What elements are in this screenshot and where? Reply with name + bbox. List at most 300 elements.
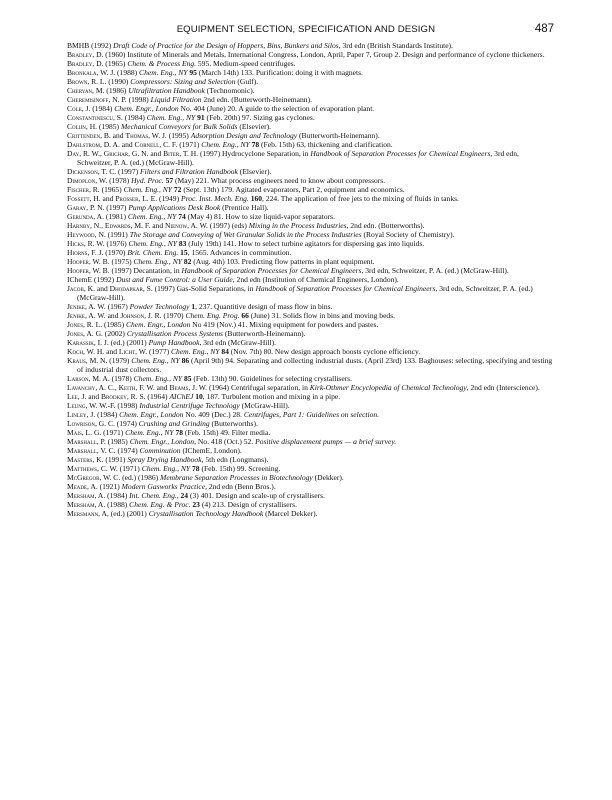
reference-text: Jenike <box>67 302 85 311</box>
reference-entry <box>67 113 554 122</box>
reference-text: , B. and <box>100 131 126 140</box>
reference-text: Dimoplon <box>67 176 96 185</box>
reference-text: Dhodapkar <box>109 284 143 293</box>
reference-text: Chem. Eng., NY <box>201 140 250 149</box>
reference-text: 74 <box>178 212 186 221</box>
reference-text: , A. (1988) <box>94 500 130 509</box>
reference-text: Gerunda <box>67 212 94 221</box>
reference-text: 84 <box>221 347 229 356</box>
reference-text: , W. C. (ed.) (1986) <box>99 473 161 482</box>
reference-text: Hooper <box>67 266 89 275</box>
reference-entry <box>67 104 554 113</box>
reference-text: , D. (1960) Institute of Minerals and Metals, International Congress, London, April, Paper 7, Group 2. Design and performance of cyclone thickeners. <box>92 50 545 59</box>
reference-text: Chem. Engr., London <box>119 410 184 419</box>
reference-text: , 224. The application of free jets to the mixing of fluids in tanks. <box>262 194 459 203</box>
reference-text: (Gulf). <box>235 77 259 86</box>
reference-text: IChemE <box>67 275 93 284</box>
reference-text: (Elsevier). <box>237 167 272 176</box>
reference-text: (Feb. 15th) 49. Filter media. <box>183 428 271 437</box>
reference-text: (April 9th) 94. Separating and collecting industrial dusts. (April 23rd) 133. Baghouses: selecting, specifying and testing of industrial dust collectors. <box>77 356 553 374</box>
reference-entry <box>67 491 554 500</box>
reference-text: Linley <box>67 410 87 419</box>
reference-entry <box>67 176 554 185</box>
reference-text: Pump Applications Desk Book <box>128 203 221 212</box>
reference-text: (Butterworth-Heinemann). <box>297 131 380 140</box>
reference-text: Crystallisation Technology Handbook <box>148 509 264 518</box>
reference-text: (June) 31. Solids flow in bins and moving beds. <box>248 311 396 320</box>
reference-text: (McGraw-Hill). <box>239 401 290 410</box>
reference-text: Adsorption Design and Technology <box>190 131 298 140</box>
reference-entry <box>67 311 554 320</box>
reference-text: , 2nd edn (Benn Bros.). <box>205 482 276 491</box>
reference-text: , R. W. (1976) <box>83 239 129 248</box>
reference-text: Crushing and Grinding <box>138 419 210 428</box>
reference-text: , A. (1921) <box>87 482 122 491</box>
reference-text: Chem. Eng., NY <box>128 239 177 248</box>
reference-text: Kirk-Othmer Encyclopedia of Chemical Technology <box>309 383 467 392</box>
reference-text: Spray Drying Handbook <box>127 455 202 464</box>
reference-text: 72 <box>173 185 182 194</box>
reference-text: Int. Chem. Eng. <box>129 491 177 500</box>
reference-text: (Butterworths). <box>209 419 258 428</box>
reference-text: , W. (1977) <box>135 347 172 356</box>
reference-text: , W. B. (1975) <box>88 257 134 266</box>
reference-text: (Royal Society of Chemistry). <box>361 230 455 239</box>
reference-entry <box>67 419 554 428</box>
reference-text: 78 <box>251 140 260 149</box>
reference-text: , M. F. and <box>130 221 165 230</box>
reference-entry <box>67 455 554 464</box>
reference-text: Handbook of Separation Processes for Chemical Engineers <box>310 149 491 158</box>
reference-text: Chem. Eng., NY <box>171 347 220 356</box>
reference-text: Comminution <box>139 446 181 455</box>
reference-entry <box>67 212 554 221</box>
reference-entry <box>67 167 554 176</box>
reference-text: , J. R. (1970) <box>144 311 186 320</box>
reference-text: , J. (1984) <box>81 104 115 113</box>
reference-text: Marshall <box>67 437 97 446</box>
reference-text: 1 <box>191 302 196 311</box>
reference-list <box>67 41 554 518</box>
reference-text: (Feb. 13th) 90. Guidelines for selecting crystallisers. <box>191 374 353 383</box>
reference-text: , N. P. (1998) <box>108 95 151 104</box>
reference-text: Positive displacement pumps — a brief survey. <box>255 437 397 446</box>
reference-text: Chem. Engr., London <box>114 104 179 113</box>
reference-text: , 3rd edn (McGraw-Hill). <box>199 338 276 347</box>
reference-text: , 1565. Advances in comminution. <box>187 248 292 257</box>
reference-text: Industrial Centrifuge Technology <box>139 401 240 410</box>
reference-text: (Prentice Hall). <box>220 203 269 212</box>
reference-text: Chem. Eng. Prog. <box>185 311 240 320</box>
reference-text: , L. G. (1971) <box>81 428 126 437</box>
reference-text: Crystallisation Process Systems <box>126 329 223 338</box>
reference-entry <box>67 140 554 149</box>
reference-text: , N. (1991) <box>94 230 130 239</box>
reference-text: 23 <box>192 500 200 509</box>
reference-entry <box>67 86 554 95</box>
reference-text: , D. (1965) <box>92 59 128 68</box>
reference-text: , W. J. (1988) <box>96 68 140 77</box>
reference-text: Matthews <box>67 464 98 473</box>
reference-text: (1992) <box>92 275 117 284</box>
reference-text: 85 <box>183 374 192 383</box>
reference-entry <box>67 410 554 419</box>
reference-entry <box>67 500 554 509</box>
reference-entry <box>67 50 554 59</box>
reference-text: 91 <box>197 113 205 122</box>
reference-text: Koch <box>67 347 84 356</box>
reference-text: Handbook of Separation Processes for Chemical Engineers <box>181 266 362 275</box>
reference-text: , <box>176 491 181 500</box>
reference-entry <box>67 356 554 374</box>
page-number: 487 <box>534 23 554 35</box>
reference-text: , R. W., <box>79 149 104 158</box>
reference-text: Brit. Chem. Eng. <box>127 248 179 257</box>
reference-text: Jacob <box>67 284 84 293</box>
reference-entry <box>67 203 554 212</box>
reference-text: , A. C., <box>95 383 119 392</box>
reference-text: , R. (1965) <box>88 185 124 194</box>
reference-text: BMHB <box>67 41 90 50</box>
reference-text: 83 <box>178 239 187 248</box>
reference-text: Chem. Engr., London <box>125 320 191 329</box>
reference-text: Filters and Filtration Handbook <box>140 167 238 176</box>
reference-text: Chem. Eng., NY <box>125 428 174 437</box>
reference-text: Proc. Inst. Mech. Eng. <box>180 194 249 203</box>
reference-text: Compressors: Sizing and Selection <box>130 77 236 86</box>
reference-text: Membrane Separation Processes in Biotechnology <box>160 473 313 482</box>
reference-text: , 2nd edn (Institution of Chemical Engineers, London). <box>232 275 399 284</box>
reference-entry <box>67 302 554 311</box>
reference-text: (Butterworth-Heinemann). <box>222 329 306 338</box>
reference-text: (Technomonic). <box>204 86 255 95</box>
reference-text: Hiorns <box>67 248 88 257</box>
reference-entry <box>67 374 554 383</box>
reference-text: Dickenson <box>67 167 98 176</box>
reference-text: , F. J. (1970) <box>87 248 128 257</box>
reference-text: No. 409 (Dec.) 28. <box>183 410 244 419</box>
reference-text: (Aug. 4th) 103. Predicting flow patterns in plant equipment. <box>191 257 375 266</box>
reference-text: , P. (1985) <box>96 437 130 446</box>
reference-entry <box>67 437 554 446</box>
reference-text: 24 <box>180 491 189 500</box>
reference-text: Cheryan <box>67 86 93 95</box>
reference-text: Jones <box>67 320 83 329</box>
reference-text: Bradley <box>67 50 93 59</box>
reference-text: , M. N. (1979) <box>85 356 132 365</box>
reference-text: Lee <box>67 392 78 401</box>
reference-entry <box>67 131 554 140</box>
reference-text: (Feb. 15th) 63, thickening and clarification. <box>259 140 393 149</box>
reference-text: Masters <box>67 455 93 464</box>
reference-text: 15 <box>180 248 188 257</box>
reference-text: Nienow <box>165 221 188 230</box>
reference-text: Kraus <box>67 356 86 365</box>
reference-text: Jenike <box>67 311 85 320</box>
reference-text: Brodkey <box>101 392 127 401</box>
reference-text: , F. W. and <box>135 383 170 392</box>
reference-text: Colijn <box>67 122 86 131</box>
reference-text: Licht <box>118 347 136 356</box>
reference-entry <box>67 509 554 518</box>
reference-text: , W. J. (1995) <box>148 131 191 140</box>
reference-text: Edwards <box>104 221 131 230</box>
reference-entry <box>67 320 554 329</box>
reference-text: Chem. & Process Eng. <box>127 59 197 68</box>
reference-text: Bronkala <box>67 68 97 77</box>
reference-text: , J. W. (1964) Centrifugal separation, in <box>188 383 310 392</box>
reference-text: , C. F. (1971) <box>159 140 202 149</box>
running-header <box>67 23 554 35</box>
reference-text: Mechanical Conveyors for Bulk Solids <box>120 122 238 131</box>
reference-text: (May) 221. What process engineers need to know about compressors. <box>173 176 386 185</box>
reference-entry <box>67 194 554 203</box>
reference-text: Handbook of Separation Processes for Chemical Engineers <box>255 284 436 293</box>
reference-text: , A. (1981) <box>93 212 128 221</box>
reference-text: , T. C. (1997) <box>97 167 141 176</box>
reference-text: , 237. Quantitive design of mass flow in bins. <box>195 302 333 311</box>
reference-text: Lowrison <box>67 419 95 428</box>
reference-text: 78 <box>192 464 200 473</box>
reference-text: , K. and <box>83 284 110 293</box>
reference-text: Cheremisinoff <box>67 95 109 104</box>
reference-text: Chem. Eng., NY <box>127 212 177 221</box>
reference-text: (Dekker). <box>312 473 344 482</box>
reference-text: , 3rd edn, Schweitzer, P. A. (ed.) (McGraw-Hill). <box>361 266 509 275</box>
reference-text: , R. L. (1985) <box>83 320 126 329</box>
reference-entry <box>67 257 554 266</box>
reference-entry <box>67 446 554 455</box>
reference-entry <box>67 464 554 473</box>
reference-text: , 2nd edn. (Butterworths). <box>346 221 425 230</box>
reference-text: (Sept. 13th) 179. Agitated evaporators, Part 2, equipment and economics. <box>181 185 405 194</box>
reference-text: Hooper <box>67 257 89 266</box>
reference-text: Harnby <box>67 221 90 230</box>
reference-entry <box>67 41 554 50</box>
reference-entry <box>67 473 554 482</box>
reference-text: 160 <box>250 194 263 203</box>
reference-entry <box>67 122 554 131</box>
reference-text: Dust and Fume Control: a User Guide <box>116 275 233 284</box>
reference-text: No 419 (Nov.) 41. Mixing equipment for powders and pastes. <box>190 320 379 329</box>
reference-text: 2nd edn. (Butterworth-Heinemann). <box>201 95 312 104</box>
reference-text: (Feb. 20th) 97. Sizing gas cyclones. <box>204 113 315 122</box>
reference-entry <box>67 266 554 275</box>
reference-text: Meade <box>67 482 88 491</box>
reference-text: 10 <box>195 392 203 401</box>
reference-text: , A, (ed.) (2001) <box>98 509 149 518</box>
reference-text: , A. W. and <box>84 311 121 320</box>
reference-entry <box>67 77 554 86</box>
reference-text: , 187. Turbulent motion and mixing in a pipe. <box>202 392 341 401</box>
reference-text: Crittenden <box>67 131 101 140</box>
reference-text: , D. A. and <box>99 140 135 149</box>
reference-text: (May 4) 81. How to size liquid-vapor separators. <box>185 212 335 221</box>
reference-text: , J. (1984) <box>86 410 120 419</box>
running-title: EQUIPMENT SELECTION, SPECIFICATION AND DESIGN <box>176 24 436 35</box>
reference-text: AIChEJ <box>169 392 194 401</box>
reference-text: Keith <box>118 383 136 392</box>
reference-text: Garay <box>67 203 87 212</box>
reference-text: (4) 213. Design of crystallisers. <box>199 500 297 509</box>
reference-text: Karassik <box>67 338 94 347</box>
reference-text: , A. G. (2002) <box>83 329 127 338</box>
reference-text: Cole <box>67 104 82 113</box>
reference-text: Fossett <box>67 194 90 203</box>
reference-text: Thomas <box>125 131 149 140</box>
reference-text: , V. C. (1974) <box>96 446 140 455</box>
reference-text: Mixing in the Process Industries <box>248 221 347 230</box>
reference-text: , A. W. (1997) (eds) <box>187 221 249 230</box>
reference-entry <box>67 338 554 347</box>
reference-text: Chem. Eng. & Proc. <box>129 500 191 509</box>
reference-text: Fischer <box>67 185 89 194</box>
reference-text: , W. W.-F. (1998) <box>85 401 140 410</box>
reference-text: , T. H. (1997) Hydrocyclone Separation, in <box>179 149 311 158</box>
reference-entry <box>67 230 554 239</box>
reference-entry <box>67 149 554 167</box>
reference-text: , No. 418 (Oct.) 52. <box>194 437 256 446</box>
reference-text: Hicks <box>67 239 84 248</box>
reference-text: , N., <box>89 221 105 230</box>
reference-text: Lavanchy <box>67 383 96 392</box>
reference-entry <box>67 248 554 257</box>
reference-text: , 3rd edn (British Standards Institute). <box>338 41 453 50</box>
reference-text: Chem. Eng., NY <box>131 356 180 365</box>
reference-entry <box>67 482 554 491</box>
reference-text: (IChemE, London). <box>180 446 242 455</box>
reference-text: , H. and <box>89 194 116 203</box>
reference-text: Bradley <box>67 59 93 68</box>
reference-text: Johnson <box>120 311 145 320</box>
reference-text: , A. W. (1967) <box>84 302 130 311</box>
reference-text: Dahlstrom <box>67 140 100 149</box>
reference-text: Marshall <box>67 446 97 455</box>
reference-text: The Storage and Conveying of Wet Granular Solids in the Process Industries <box>129 230 362 239</box>
reference-text: , S. (1997) Gas-Solid Separations, in <box>142 284 256 293</box>
reference-text: Mersmann <box>67 509 99 518</box>
reference-entry <box>67 392 554 401</box>
reference-text: , C. W. (1971) <box>97 464 142 473</box>
reference-text: , K. (1991) <box>92 455 128 464</box>
reference-text: Day <box>67 149 80 158</box>
reference-text: Chem. Eng., NY <box>133 374 183 383</box>
reference-text: 595. Medium-speed centrifuges. <box>196 59 296 68</box>
reference-text: , J. and <box>77 392 101 401</box>
reference-text: 82 <box>183 257 192 266</box>
reference-text: Pump Handbook <box>148 338 200 347</box>
reference-text: (Marcel Dekker). <box>263 509 318 518</box>
reference-text: Brown <box>67 77 88 86</box>
reference-text: Grichar <box>103 149 129 158</box>
reference-text: Centrifuges, Part 1: Guidelines on selection. <box>243 410 380 419</box>
reference-entry <box>67 221 554 230</box>
reference-text: (Elsevier). <box>237 122 272 131</box>
reference-text: , R. L. (1990) <box>87 77 131 86</box>
reference-text: Mersham <box>67 500 95 509</box>
reference-text: , G. N. and <box>128 149 164 158</box>
reference-text: Mais <box>67 428 82 437</box>
reference-text: Hyd. Proc. <box>131 176 164 185</box>
reference-text: Beams <box>169 383 189 392</box>
reference-text: , R. S. (1964) <box>126 392 170 401</box>
reference-text: Powder Technology <box>129 302 190 311</box>
reference-text: , M. A. (1978) <box>88 374 134 383</box>
reference-text: Chem. Eng., NY <box>141 464 191 473</box>
reference-entry <box>67 275 554 284</box>
reference-text: , 2nd edn (Interscience). <box>466 383 540 392</box>
reference-text: 66 <box>241 311 249 320</box>
reference-entry <box>67 95 554 104</box>
reference-text: McGregor <box>67 473 100 482</box>
reference-text: 86 <box>181 356 190 365</box>
reference-text: 57 <box>165 176 174 185</box>
reference-text: Draft Code of Practice for the Design of Hoppers, Bins, Bunkers and Silos <box>113 41 339 50</box>
reference-text: Mersham <box>67 491 95 500</box>
reference-entry <box>67 68 554 77</box>
reference-text: , 3rd edn, Schweitzer, P. A. (ed.) (McGraw-Hill). <box>77 284 533 302</box>
reference-text: Modern Gasworks Practice <box>121 482 206 491</box>
reference-entry <box>67 59 554 68</box>
reference-text: (Nov. 7th) 80. New design approach boosts cyclone efficiency. <box>228 347 421 356</box>
reference-text: Liquid Filtration <box>150 95 202 104</box>
reference-entry <box>67 329 554 338</box>
reference-text: , L. E. (1949) <box>138 194 181 203</box>
reference-text: Constantinescu <box>67 113 114 122</box>
reference-text: , W. B. (1997) Decantation, in <box>88 266 182 275</box>
reference-entry <box>67 239 554 248</box>
reference-entry <box>67 428 554 437</box>
reference-text: Chem. Eng., NY <box>123 185 173 194</box>
reference-entry <box>67 347 554 356</box>
reference-text: , M. (1986) <box>92 86 129 95</box>
reference-text: Larson <box>67 374 89 383</box>
reference-text: Prosser <box>115 194 139 203</box>
reference-text: Chem. Eng., NY <box>146 113 196 122</box>
reference-text: Cornell <box>134 140 160 149</box>
reference-text: (3) 401. Design and scale-up of crystallisers. <box>188 491 325 500</box>
reference-entry <box>67 401 554 410</box>
reference-text: Chem. Eng., NY <box>133 257 182 266</box>
reference-text: Jones <box>67 329 83 338</box>
reference-text: Chem. Eng., NY <box>139 68 188 77</box>
reference-text: , P. N. (1997) <box>86 203 129 212</box>
reference-text: , I. J. (ed.) (2001) <box>93 338 149 347</box>
reference-entry <box>67 383 554 392</box>
reference-text: , W. H. and <box>83 347 119 356</box>
reference-text: , A. (1984) <box>94 491 130 500</box>
reference-text: , 3rd edn, Schweitzer, P. A. (ed.) (McGraw-Hill). <box>77 149 519 167</box>
reference-text: Leung <box>67 401 86 410</box>
reference-text: , S. (1984) <box>113 113 147 122</box>
reference-text: (March 14th) 133. Purification: doing it with magnets. <box>196 68 363 77</box>
reference-text: Chem. Engr., London <box>129 437 195 446</box>
reference-text: (1992) <box>89 41 114 50</box>
reference-text: , G. C. (1974) <box>94 419 139 428</box>
reference-entry <box>67 284 554 302</box>
reference-entry <box>67 185 554 194</box>
reference-text: Biter <box>163 149 180 158</box>
reference-text: , 5th edn (Longmans). <box>201 455 269 464</box>
reference-text: , W. (1978) <box>95 176 132 185</box>
reference-text: Heywood <box>67 230 95 239</box>
reference-text: (Feb. 15th) 99. Screening. <box>199 464 281 473</box>
reference-text: , H. (1985) <box>85 122 121 131</box>
reference-text: 95 <box>189 68 197 77</box>
reference-text: 78 <box>175 428 184 437</box>
reference-text: No. 404 (June) 20. A guide to the selection of evaporation plant. <box>178 104 375 113</box>
reference-text: Ultrafiltration Handbook <box>128 86 205 95</box>
